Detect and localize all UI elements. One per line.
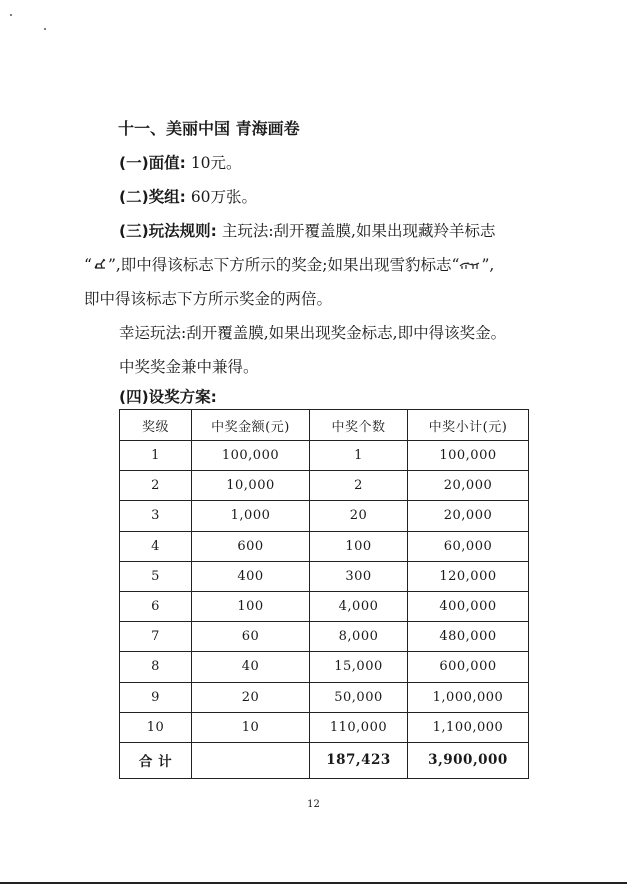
table-cell: 5 (120, 561, 192, 591)
total-label-cell: 合 计 (120, 742, 192, 778)
scan-speck (10, 14, 12, 16)
column-header: 中奖小计(元) (408, 410, 529, 441)
table-cell: 1,100,000 (408, 712, 529, 742)
lucky-play-line: 幸运玩法:刮开覆盖膜,如果出现奖金标志,即中得该奖金。 (119, 324, 507, 342)
table-cell: 600,000 (408, 652, 529, 682)
open-quote: “ (84, 256, 92, 274)
table-row (120, 471, 529, 501)
total-count-cell: 187,423 (310, 742, 408, 778)
table-row (120, 682, 529, 712)
table-cell: 1,000 (192, 501, 310, 531)
page-number: 12 (307, 799, 320, 810)
table-row (120, 441, 529, 471)
table-row (120, 501, 529, 531)
table-cell: 600 (192, 531, 310, 561)
prize-table (119, 409, 529, 779)
table-cell: 100 (310, 531, 408, 561)
table-cell: 480,000 (408, 622, 529, 652)
table-cell: 1,000,000 (408, 682, 529, 712)
table-cell: 120,000 (408, 561, 529, 591)
table-cell: 400,000 (408, 591, 529, 621)
table-cell: 8,000 (310, 622, 408, 652)
face-value-line (119, 152, 599, 174)
table-cell: 10,000 (192, 471, 310, 501)
table-cell: 60 (192, 622, 310, 652)
total-amount-cell: 3,900,000 (408, 742, 529, 778)
group-text: 60万张。 (190, 188, 258, 206)
table-cell: 100,000 (192, 441, 310, 471)
rules-main-line2-end: ”, (481, 256, 495, 274)
group-line (119, 186, 599, 208)
table-cell: 40 (192, 652, 310, 682)
prize-plan-label: (四)设奖方案: (119, 388, 217, 406)
table-cell: 300 (310, 561, 408, 591)
table-cell: 20 (192, 682, 310, 712)
table-cell: 7 (120, 622, 192, 652)
table-cell: 20,000 (408, 501, 529, 531)
table-row (120, 712, 529, 742)
section-title: 十一、美丽中国 青海画卷 (118, 119, 300, 138)
table-cell: 8 (120, 652, 192, 682)
table-cell: 400 (192, 561, 310, 591)
table-cell: 15,000 (310, 652, 408, 682)
table-row (120, 561, 529, 591)
table-cell: 2 (120, 471, 192, 501)
column-header: 奖级 (120, 410, 192, 441)
antelope-icon (92, 256, 108, 270)
table-cell: 60,000 (408, 531, 529, 561)
table-cell: 2 (310, 471, 408, 501)
table-row (120, 591, 529, 621)
rules-main-line2: ”,即中得该标志下方所示的奖金;如果出现雪豹标志“ (107, 256, 460, 274)
table-cell: 100 (192, 591, 310, 621)
table-cell: 4 (120, 531, 192, 561)
rules-main-line1: 主玩法:刮开覆盖膜,如果出现藏羚羊标志 (221, 222, 496, 240)
table-cell: 3 (120, 501, 192, 531)
scan-speck (44, 28, 46, 30)
rules-line-1 (119, 220, 599, 242)
rules-line-3: 即中得该标志下方所示奖金的两倍。 (84, 290, 333, 308)
rules-label: (三)玩法规则: (119, 222, 217, 240)
total-empty-cell (192, 742, 310, 778)
snow-leopard-icon (459, 256, 481, 270)
table-cell: 1 (120, 441, 192, 471)
table-cell: 10 (192, 712, 310, 742)
face-value-label: (一)面值: (119, 154, 186, 172)
table-cell: 110,000 (310, 712, 408, 742)
table-cell: 4,000 (310, 591, 408, 621)
table-header-row (120, 410, 529, 441)
table-cell: 6 (120, 591, 192, 621)
table-cell: 1 (310, 441, 408, 471)
total-row (120, 742, 529, 778)
table-row (120, 622, 529, 652)
face-value-text: 10元。 (190, 154, 242, 172)
column-header: 中奖金额(元) (192, 410, 310, 441)
rules-line-2 (84, 254, 564, 276)
combine-line: 中奖奖金兼中兼得。 (119, 358, 259, 376)
table-cell: 10 (120, 712, 192, 742)
table-cell: 20 (310, 501, 408, 531)
group-label: (二)奖组: (119, 188, 186, 206)
table-cell: 100,000 (408, 441, 529, 471)
column-header: 中奖个数 (310, 410, 408, 441)
table-cell: 9 (120, 682, 192, 712)
table-row (120, 652, 529, 682)
table-cell: 50,000 (310, 682, 408, 712)
scan-edge-line (0, 882, 627, 884)
table-row (120, 531, 529, 561)
table-cell: 20,000 (408, 471, 529, 501)
